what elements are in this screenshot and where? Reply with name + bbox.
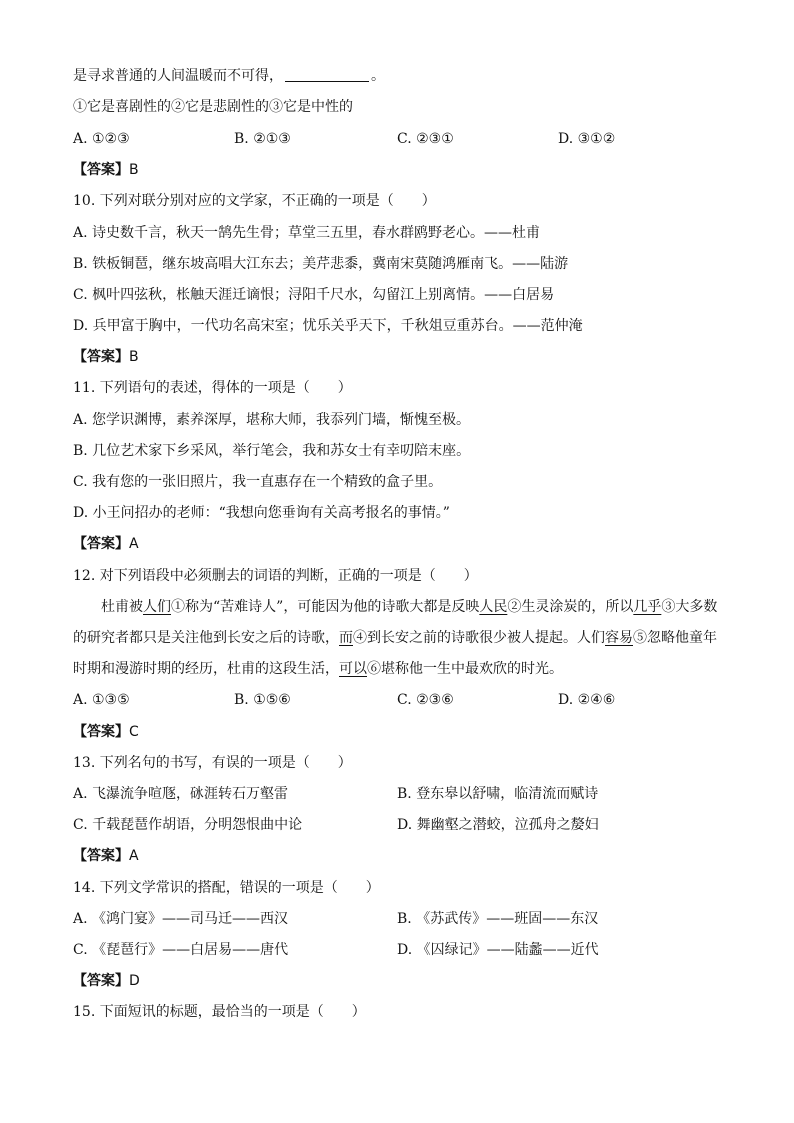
q14-option-b: B. 《苏武传》——班固——东汉 [397,911,599,927]
q13-answer [73,846,733,866]
q9-option-d: D. ③①② [558,131,616,147]
q10-option-c: C. 枫叶四弦秋，枨触天涯迁谪恨；浔阳千尺水，勾留江上别离情。——白居易 [73,287,555,303]
q12-stem: 12. 对下列语段中必须删去的词语的判断，正确的一项是（ ） [73,568,478,584]
answer-value: A [129,848,139,864]
underlined-word: 而 [339,630,353,646]
q13-option-a: A. 飞瀑流争喧豗，砯涯转石万壑雷 [73,786,289,802]
q12-option-d: D. ②④⑥ [558,692,616,708]
answer-label: 【答案】 [73,724,129,740]
q10-answer [73,347,733,367]
q11-option-a: A. 您学识渊博，素养深厚，堪称大师，我忝列门墙，惭愧至极。 [73,412,471,428]
q13-stem: 13. 下列名句的书写，有误的一项是（ ） [73,755,352,771]
q10-option-d: D. 兵甲富于胸中，一代功名高宋室；忧乐关乎天下，千秋俎豆重苏台。——范仲淹 [73,318,583,334]
q14-option-d: D. 《囚绿记》——陆蠡——近代 [397,942,599,958]
passage-text: ⑥堪称他一生中最欢欣的时光。 [367,661,563,677]
underlined-word: 容易 [605,630,633,646]
q13-option-c: C. 千载琵琶作胡语，分明怨恨曲中论 [73,817,303,833]
answer-value: B [129,162,139,178]
answer-value: A [129,536,139,552]
q9-option-b: B. ②①③ [234,131,291,147]
passage-text: ③大多数 [661,599,718,615]
passage-text: 的研究者都只是关注他到长安之后的诗歌， [73,630,339,646]
q14-stem: 14. 下列文学常识的搭配，错误的一项是（ ） [73,880,380,896]
q12-answer [73,722,733,742]
q9-choices-line: ①它是喜剧性的②它是悲剧性的③它是中性的 [73,99,353,115]
q9-stem-tail [73,66,733,86]
passage-text: ②生灵涂炭的，所以 [507,599,634,615]
underlined-word: 可以 [339,661,367,677]
answer-blank [285,67,369,82]
q9-answer [73,160,733,180]
answer-value: B [129,349,139,365]
passage-text: 杜甫被 [101,599,143,615]
answer-label: 【答案】 [73,973,129,989]
answer-label: 【答案】 [73,162,129,178]
answer-label: 【答案】 [73,536,129,552]
answer-label: 【答案】 [73,349,129,365]
passage-text: ①称为“苦难诗人”，可能因为他的诗歌大都是反映 [171,599,480,615]
q13-option-d: D. 舞幽壑之潜蛟，泣孤舟之嫠妇 [397,817,599,833]
q12-passage-line-3 [73,659,733,679]
q9-option-a: A. ①②③ [73,131,130,147]
q11-option-d: D. 小王问招办的老师：“我想向您垂询有关高考报名的事情。” [73,505,450,521]
q14-answer [73,971,733,991]
q9-stem-end: 。 [371,68,385,84]
passage-text: 时期和漫游时期的经历，杜甫的这段生活， [73,661,339,677]
q11-option-c: C. 我有您的一张旧照片，我一直惠存在一个精致的盒子里。 [73,474,443,490]
passage-text: ⑤忽略他童年 [633,630,717,646]
q9-option-c: C. ②③① [397,131,454,147]
q12-option-a: A. ①③⑤ [73,692,130,708]
q10-option-b: B. 铁板铜琶，继东坡高唱大江东去；美芹悲黍，冀南宋莫随鸿雁南飞。——陆游 [73,256,569,272]
q11-answer [73,534,733,554]
passage-text: ④到长安之前的诗歌很少被人提起。人们 [353,630,605,646]
q9-stem-text: 是寻求普通的人间温暖而不可得， [73,68,283,84]
q10-option-a: A. 诗史数千言，秋天一鹄先生骨；草堂三五里，春水群鸥野老心。——杜甫 [73,225,541,241]
q11-option-b: B. 几位艺术家下乡采风，举行笔会，我和苏女士有幸叨陪末座。 [73,443,471,459]
q14-option-a: A. 《鸿门宴》——司马迁——西汉 [73,911,289,927]
q12-passage-line-2 [73,628,733,648]
q15-stem: 15. 下面短讯的标题，最恰当的一项是（ ） [73,1004,366,1020]
q10-stem: 10. 下列对联分别对应的文学家，不正确的一项是（ ） [73,193,436,209]
underlined-word: 人民 [479,599,508,615]
q12-option-c: C. ②③⑥ [397,692,454,708]
q14-option-c: C. 《琵琶行》——白居易——唐代 [73,942,289,958]
answer-label: 【答案】 [73,848,129,864]
underlined-word: 几乎 [633,599,662,615]
q13-option-b: B. 登东皋以舒啸，临清流而赋诗 [397,786,599,802]
underlined-word: 人们 [143,599,171,615]
q12-option-b: B. ①⑤⑥ [234,692,291,708]
answer-value: D [129,973,140,989]
answer-value: C [129,724,139,740]
q11-stem: 11. 下列语句的表述，得体的一项是（ ） [73,380,352,396]
q12-passage-line-1 [101,597,741,617]
